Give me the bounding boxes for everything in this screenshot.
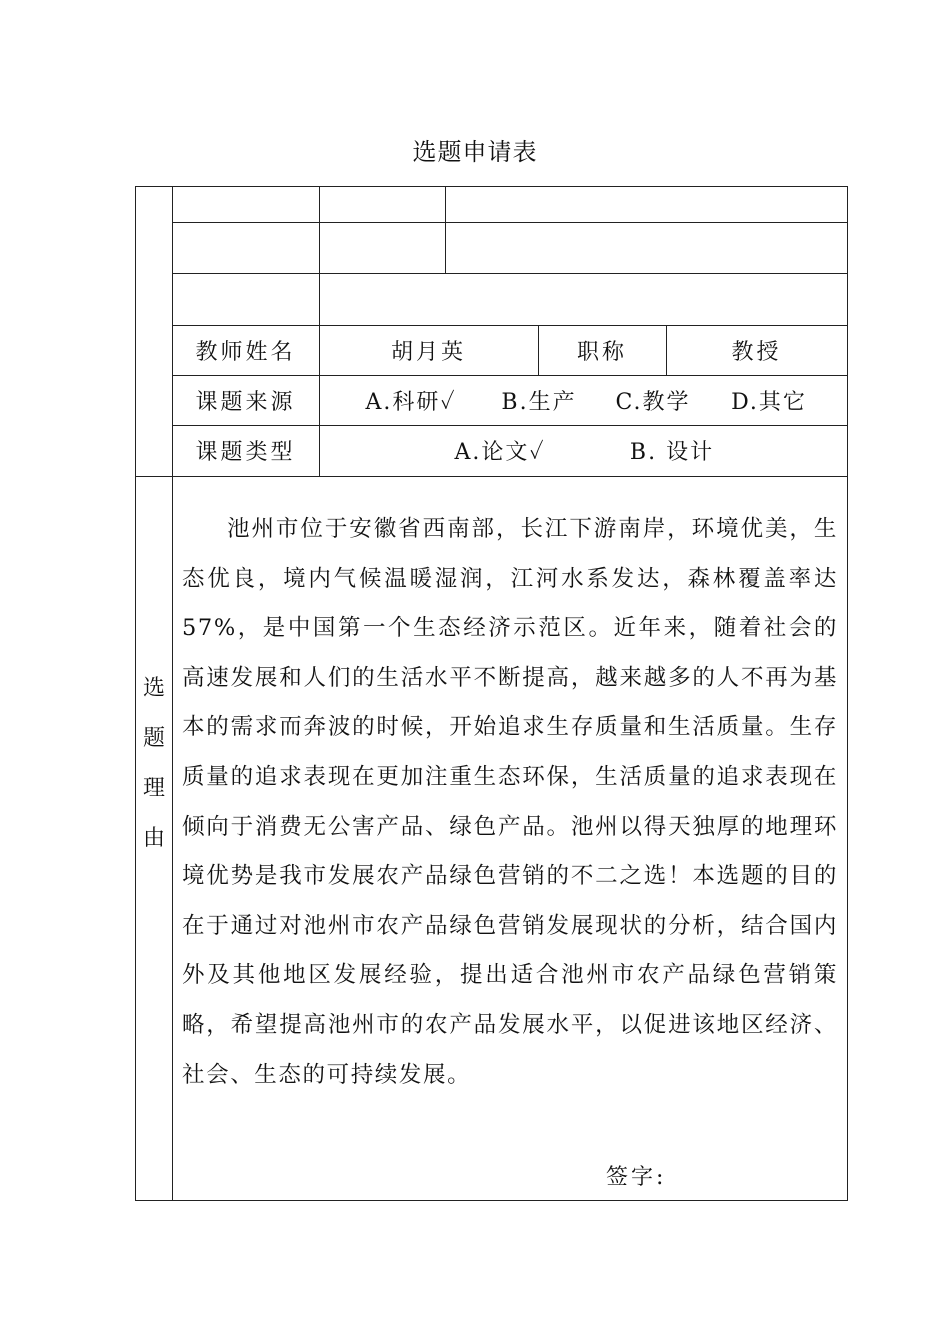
source-option-a: A.科研✓ bbox=[365, 389, 457, 415]
rank-label: 职称 bbox=[576, 339, 627, 365]
table-border-top bbox=[135, 186, 848, 187]
reason-label-char: 题 bbox=[142, 726, 165, 751]
signature-label: 签字: bbox=[606, 1165, 667, 1190]
type-option-b: B. 设计 bbox=[629, 440, 715, 465]
page-title: 选题申请表 bbox=[412, 138, 538, 166]
reason-label-char: 选 bbox=[142, 676, 165, 701]
reason-body-text: 池州市位于安徽省西南部，长江下游南岸，环境优美，生态优良，境内气候温暖湿润，江河水系发达，森林覆盖率达57%，是中国第一个生态经济示范区。近年来，随着社会的高速发展和人们的生活水平不断提高，越来越多的人不再为基本的需求而奔波的时候，开始追求生存质量和生活质量。生存质量的追求表现在更加注重生态环保，生活质量的追求表现在倾向于消费无公害产品、绿色产品。池州以得天独厚的地理环境优势是我市发展农产品绿色营销的不二之选！本选题的目的在于通过对池州市农产品绿色营销发展现状的分析，结合国内外及其他地区发展经验，提出适合池州市农产品绿色营销策略，希望提高池州市的农产品发展水平，以促进该地区经济、社会、生态的可持续发展。 bbox=[182, 516, 838, 1088]
rank-value: 教授 bbox=[731, 339, 782, 365]
topic-source-label: 课题来源 bbox=[195, 389, 296, 415]
table-border-right bbox=[847, 186, 848, 1200]
source-option-d: D.其它 bbox=[731, 389, 807, 415]
section-line bbox=[135, 476, 848, 477]
table-border-bottom bbox=[135, 1200, 848, 1201]
row-line bbox=[172, 222, 847, 223]
reason-label-char: 理 bbox=[142, 776, 165, 801]
source-option-b: B.生产 bbox=[501, 389, 577, 415]
type-option-a: A.论文✓ bbox=[454, 440, 546, 465]
topic-type-label: 课题类型 bbox=[195, 440, 296, 465]
reason-side-label bbox=[136, 664, 172, 864]
row-line bbox=[172, 273, 847, 274]
reason-label-char: 由 bbox=[142, 826, 165, 851]
teacher-name-value: 胡月英 bbox=[390, 339, 466, 365]
col-line bbox=[445, 186, 446, 273]
teacher-name-label: 教师姓名 bbox=[195, 339, 296, 365]
source-option-c: C.教学 bbox=[615, 389, 691, 415]
